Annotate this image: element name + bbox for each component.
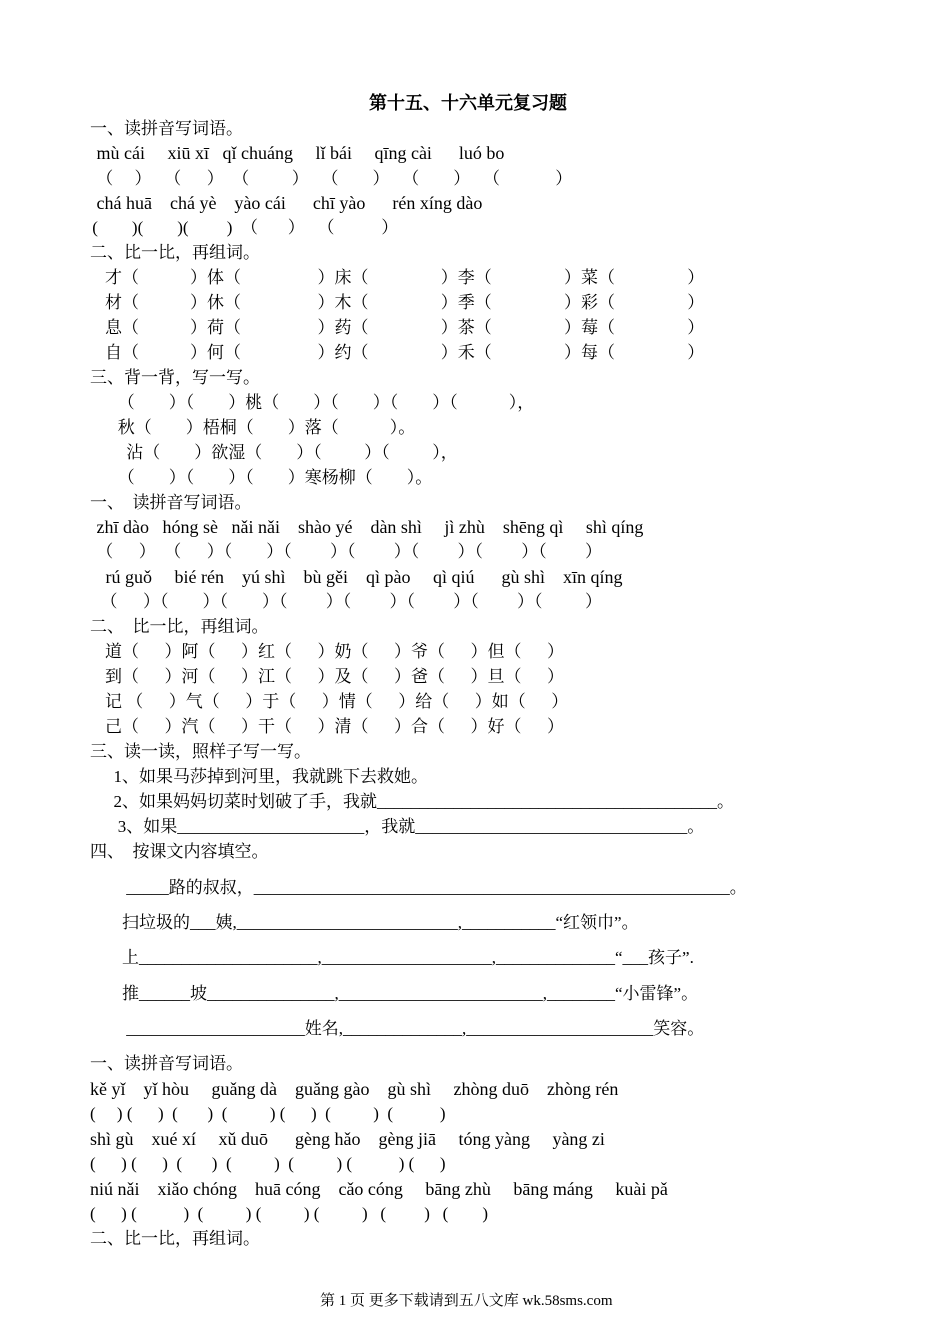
poem-blank-row: 秋（ ）梧桐（ ）落（ ）。 — [88, 418, 416, 437]
fill-blank-row: 扫垃圾的___姨,__________________________,___________“红领巾”。 — [88, 913, 639, 932]
fill-blank-row: 推______坡_______________,________________________,________“小雷锋”。 — [88, 984, 699, 1003]
answer-blank-row: ( ) ( ) ( ) ( ) ( ) ( ) ( ) — [90, 1154, 446, 1173]
compare-row: 息（ ）荷（ ）药（ ）茶（ ）莓（ ） — [88, 318, 705, 337]
sentence-item: 3、如果______________________，我就________________________________。 — [88, 817, 705, 836]
pinyin-row: mù cái xiū xī qǐ chuáng lǐ bái qīng cài luó bo — [92, 143, 505, 163]
pinyin-row: chá huā chá yè yào cái chī yào rén xíng dào — [92, 193, 483, 213]
compare-row: 自（ ）何（ ）约（ ）禾（ ）每（ ） — [88, 343, 705, 362]
section-heading: 二、比一比，再组词。 — [90, 243, 260, 262]
poem-blank-row: （ ）（ ）桃（ ）（ ）（ ）（ ）， — [88, 393, 535, 412]
compare-row: 材（ ）休（ ）木（ ）季（ ）彩（ ） — [88, 293, 705, 312]
compare-row: 己（ ）汽（ ）干（ ）清（ ）合（ ）好（ ） — [88, 717, 564, 736]
poem-blank-row: 沾（ ）欲湿（ ）（ ）（ ）， — [88, 443, 458, 462]
section-heading: 三、背一背，写一写。 — [90, 368, 260, 387]
section-heading: 一、读拼音写词语。 — [90, 119, 243, 138]
section-heading: 二、 比一比，再组词。 — [90, 617, 269, 636]
section-heading: 一、读拼音写词语。 — [90, 1054, 243, 1073]
fill-blank-row: 上_____________________,____________________,______________“___孩子”. — [88, 948, 694, 967]
poem-blank-row: （ ）（ ）（ ）寒杨柳（ ）。 — [88, 468, 433, 487]
pinyin-row: zhī dào hóng sè nǎi nǎi shào yé dàn shì jì zhù shēng qì shì qíng — [92, 517, 644, 537]
section-heading: 一、 读拼音写词语。 — [90, 493, 252, 512]
section-heading: 二、比一比，再组词。 — [90, 1229, 260, 1248]
fill-blank-row: _____路的叔叔，________________________________________________________。 — [88, 878, 747, 897]
answer-blank-row: ( ) ( ) ( ) ( ) ( ) ( ) ( ) — [90, 1104, 446, 1123]
compare-row: 到（ ）河（ ）江（ ）及（ ）爸（ ）旦（ ） — [88, 667, 564, 686]
page-title: 第十五、十六单元复习题 — [369, 93, 567, 113]
compare-row: 才（ ）体（ ）床（ ）李（ ）菜（ ） — [88, 268, 705, 287]
section-heading: 四、 按课文内容填空。 — [90, 842, 269, 861]
sentence-item: 1、如果马莎掉到河里，我就跳下去救她。 — [88, 767, 428, 786]
fill-blank-row: _____________________姓名,______________,______________________笑容。 — [88, 1019, 705, 1038]
answer-blank-row: （ ）（ ）（ ）（ ）（ ）（ ）（ ）（ ） — [92, 592, 602, 611]
pinyin-row: shì gù xué xí xǔ duō gèng hǎo gèng jiā tóng yàng yàng zi — [90, 1129, 605, 1149]
answer-blank-row: ( ) ( ) ( ) ( ) ( ) ( ) ( ) — [90, 1204, 489, 1223]
pinyin-row: kě yǐ yǐ hòu guǎng dà guǎng gào gù shì zhòng duō zhòng rén — [90, 1079, 619, 1099]
page-footer: 第 1 页 更多下载请到五八文库 wk.58sms.com — [320, 1293, 613, 1309]
sentence-item: 2、如果妈妈切菜时划破了手，我就________________________________________。 — [88, 792, 734, 811]
compare-row: 道（ ）阿（ ）红（ ）奶（ ）爷（ ）但（ ） — [88, 642, 564, 661]
answer-blank-row: （ ） （ ）（ ）（ ）（ ）（ ）（ ）（ ） — [92, 542, 602, 561]
pinyin-row: niú nǎi xiǎo chóng huā cóng cǎo cóng bāng zhù bāng máng kuài pǎ — [90, 1179, 668, 1199]
answer-blank-row: （ ） （ ） （ ） （ ） （ ） （ ） — [92, 169, 573, 188]
section-heading: 三、读一读，照样子写一写。 — [90, 742, 311, 761]
answer-blank-row: ( )( )( ) （ ） （ ） — [88, 218, 399, 237]
pinyin-row: rú guǒ bié rén yú shì bù gěi qì pào qì qiú gù shì xīn qíng — [92, 567, 623, 587]
compare-row: 记 （ ）气（ ）于（ ）情（ ）给（ ）如（ ） — [88, 692, 569, 711]
